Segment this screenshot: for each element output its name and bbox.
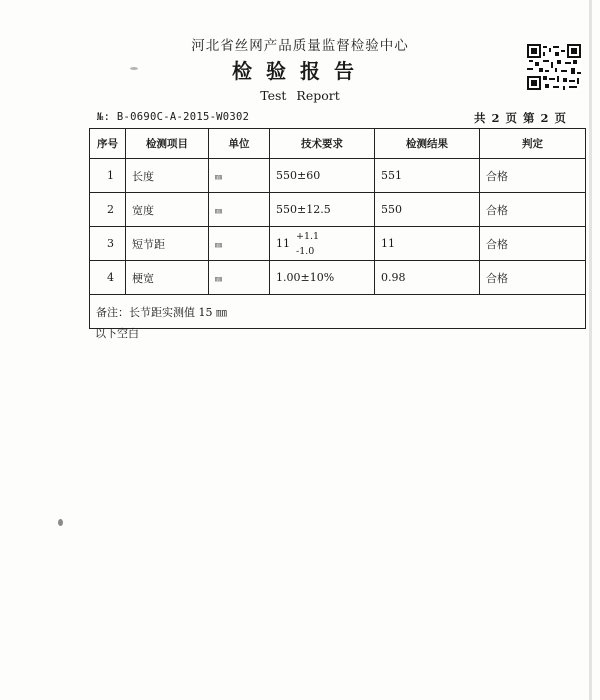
- row-number: 1: [90, 159, 126, 193]
- requirement: 1.00±10%: [270, 261, 375, 295]
- column-header: 检测结果: [375, 129, 480, 159]
- tolerance-upper: +1.1: [296, 230, 320, 242]
- column-header: 检测项目: [126, 129, 209, 159]
- unit: ㎜: [215, 207, 222, 215]
- unit: ㎜: [215, 173, 222, 181]
- report-number: №: B-0690C-A-2015-W0302: [97, 111, 250, 123]
- unit: ㎜: [215, 275, 222, 283]
- column-header: 序号: [90, 129, 126, 159]
- table-row: [90, 193, 586, 227]
- qr-code-icon: [527, 44, 581, 90]
- scan-edge: [589, 0, 592, 700]
- report-subtitle: Test Report: [260, 88, 340, 103]
- column-header: 技术要求: [270, 129, 375, 159]
- requirement: 550±12.5: [270, 193, 375, 227]
- table-header-row: [90, 129, 586, 159]
- test-item: 短节距: [126, 227, 209, 261]
- row-number: 3: [90, 227, 126, 261]
- verdict: 合格: [480, 193, 586, 227]
- test-results-table: [89, 128, 586, 329]
- test-item: 宽度: [126, 193, 209, 227]
- scan-speck: [58, 519, 63, 526]
- table-row: [90, 261, 586, 295]
- table-row: [90, 227, 586, 261]
- result: 551: [375, 159, 480, 193]
- requirement-tolerance: [270, 227, 375, 261]
- result: 0.98: [375, 261, 480, 295]
- remark: 备注：长节距实测值 15 ㎜: [90, 295, 586, 329]
- result: 550: [375, 193, 480, 227]
- requirement: 550±60: [270, 159, 375, 193]
- verdict: 合格: [480, 159, 586, 193]
- requirement: 11: [276, 237, 290, 250]
- test-item: 梗宽: [126, 261, 209, 295]
- organization-name: 河北省丝网产品质量监督检验中心: [191, 38, 409, 54]
- table-row: [90, 159, 586, 193]
- remark-row: [90, 295, 586, 329]
- column-header: 单位: [209, 129, 270, 159]
- tolerance-lower: -1.0: [296, 245, 315, 257]
- row-number: 4: [90, 261, 126, 295]
- blank-below-note: 以下空白: [95, 327, 139, 340]
- row-number: 2: [90, 193, 126, 227]
- test-item: 长度: [126, 159, 209, 193]
- result: 11: [375, 227, 480, 261]
- unit: ㎜: [215, 241, 222, 249]
- scan-speck: [130, 67, 138, 70]
- verdict: 合格: [480, 227, 586, 261]
- page-count: 共 2 页 第 2 页: [474, 111, 567, 125]
- column-header: 判定: [480, 129, 586, 159]
- report-title: 检验报告: [232, 59, 368, 83]
- verdict: 合格: [480, 261, 586, 295]
